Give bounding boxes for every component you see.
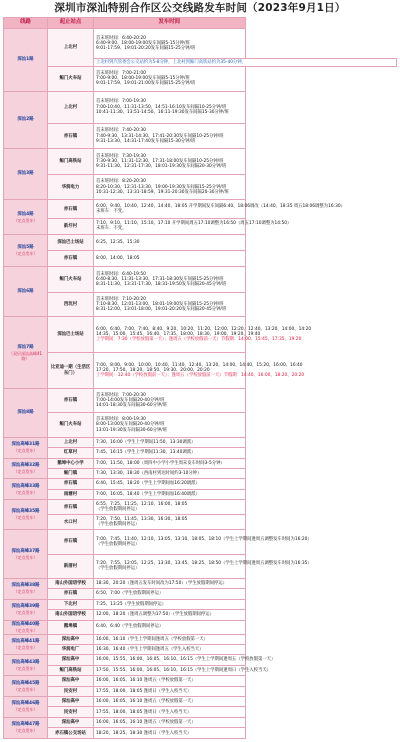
- stop-name: 华润电厂: [48, 644, 94, 654]
- time-line: 7:00、8:00、9:00、10:00、10:40、11:40、12:40、13:20、14:00、14:40、15:20、16:00、16:40: [96, 362, 303, 368]
- schedule-row: [4, 292, 397, 316]
- time-line: 12:00、18:20（逢周五调整为17:50）（学生放假期间停运）: [96, 612, 214, 618]
- route-name: 深汕高峰33路: [11, 483, 40, 489]
- schedule-row: [4, 728, 397, 739]
- schedule-row: [4, 610, 397, 620]
- stop-name: 鲘门火车站: [48, 67, 94, 91]
- route-note: （定点发车）: [13, 217, 38, 223]
- departure-times: [94, 728, 246, 739]
- time-line: 7:20、7:50、11:45、13:30、16:30、18:05: [96, 517, 188, 523]
- route-note: （定点发车）: [13, 251, 38, 257]
- schedule-row: [4, 500, 397, 515]
- route-note: （双层深汕高峰41路）: [8, 350, 43, 361]
- time-line: 16:00、15:55、16:00、16:05、16:10、16:15（学生上学期间逢周五（学校放假第一天）: [96, 657, 276, 663]
- time-line: 14:35、15:00、15:45、16:40、17:35、18:00、18:30、19:00、19:20、19:40: [96, 332, 261, 338]
- route-name: 深汕4路: [17, 211, 34, 217]
- departure-times: [94, 91, 246, 123]
- route-note: （定点发车）: [13, 489, 38, 495]
- schedule-row: [4, 413, 397, 437]
- route-name-cell: [4, 697, 48, 718]
- time-line: 10:41-11:30、13:51-14:50、16:11-19:30发车间隔15-30分钟/班: [96, 109, 229, 115]
- schedule-row: [4, 655, 397, 665]
- route-name-cell: [4, 655, 48, 676]
- stop-name: 鲘门高铁站: [48, 665, 94, 675]
- schedule-row: [4, 218, 397, 234]
- stop-name: 鲘门火车站: [48, 267, 94, 292]
- schedule-row: [4, 317, 397, 353]
- route-note: （定点发车）: [13, 468, 38, 474]
- stop-name: 鲘门镇: [48, 468, 94, 478]
- schedule-row: [4, 686, 397, 696]
- schedule-row: [4, 123, 397, 148]
- schedule-body: [4, 29, 397, 739]
- departure-times: [94, 489, 246, 499]
- time-line: 首末班时间：7:00-20:30: [96, 392, 146, 398]
- time-line: 8:31-12:00、13:01-18:00、19:01-20:20发车间隔20-45分钟/班: [96, 307, 227, 313]
- schedule-row: [4, 530, 397, 554]
- header-stop: 起止站点: [48, 18, 94, 29]
- stop-name: 鲘门火车站: [48, 413, 94, 437]
- route-name: 深汕高峰45路: [11, 680, 40, 686]
- stop-name: 深汕巴士场站: [48, 317, 94, 353]
- time-line: 6:40-9:00、18:00-19:00发车间隔5-15分钟/班: [96, 40, 190, 46]
- departure-times: [94, 413, 246, 437]
- time-line: 16:00、16:05、16:10 逢周五（学校放假第一天）: [96, 678, 196, 684]
- route-note: （定点发车）: [13, 686, 38, 692]
- time-line: 7:00、7:45、11:40、12:10、13:05、13:10、18:05、18:10（学生上学期间逢周五调整发车时间为16:20）: [96, 536, 312, 542]
- time-line: （学生放假期间停运）: [96, 541, 140, 547]
- route-name-cell: [4, 29, 48, 92]
- stop-name: 新圩村: [48, 218, 94, 234]
- stop-name: 水口村: [48, 515, 94, 530]
- schedule-row: [4, 665, 397, 675]
- departure-times: [94, 620, 246, 634]
- schedule-row: [4, 717, 397, 727]
- stop-name: 下北村: [48, 599, 94, 609]
- schedule-row: [4, 620, 397, 634]
- time-line: 16:00、16:05、16:10 逢周五（学校放假第一天）: [96, 699, 196, 705]
- route-name: 深汕高峰46路: [11, 701, 40, 707]
- time-line: 7:30、16:00（学生上学期间11:50、13:30调派）: [96, 439, 196, 445]
- time-line: 6:00、6:40、7:00、7:40、8:40、9:20、10:20、11:20、12:00、12:20、12:40、13:20、14:00、14:20: [96, 326, 312, 332]
- time-line: 7:20、7:55、12:05、12:25、13:30、13:45、18:25、18:50（学生上学期间逢周五调整发车时间为16:35）: [96, 561, 312, 567]
- stop-name: 赤石镇: [48, 123, 94, 148]
- time-line: 7:00-9:00、18:00-19:00发车间隔5-15分钟/班: [96, 76, 190, 82]
- stop-name: 赤石镇: [48, 251, 94, 267]
- route-note: （定点发车）: [13, 627, 38, 633]
- stop-name: 赤石镇: [48, 530, 94, 554]
- departure-times: [94, 292, 246, 316]
- departure-times: [94, 500, 246, 515]
- departure-times: [94, 123, 246, 148]
- stop-name: 红草村: [48, 448, 94, 458]
- route-name: 深汕8路: [17, 409, 34, 415]
- time-line: 6:55、7:25、11:25、12:10、16:00、18:05: [96, 502, 188, 508]
- time-line: 末班车：不变。: [96, 226, 127, 232]
- stop-name: 西坑村: [48, 292, 94, 316]
- departure-times: [94, 655, 276, 665]
- schedule-row: [4, 515, 397, 530]
- page-title: 深圳市深汕特别合作区公交线路发车时间（2023年9月1日）: [54, 2, 346, 14]
- schedule-row: [4, 29, 397, 59]
- departure-times: [94, 515, 246, 530]
- stop-name: 民安村: [48, 686, 94, 696]
- schedule-row: [4, 599, 397, 609]
- route-name-cell: [4, 267, 48, 317]
- stop-name: 深汕巴士场站: [48, 235, 94, 251]
- schedule-row: [4, 174, 397, 199]
- route-name-cell: [4, 91, 48, 149]
- stop-name: 上北村: [48, 29, 94, 67]
- stop-name: 深汕高中: [48, 634, 94, 644]
- time-line: 6:25、12:35、15:30: [96, 240, 140, 246]
- departure-times: [94, 589, 246, 599]
- route-name: 深汕3路: [17, 171, 34, 177]
- time-line: 首末班时间：7:00-19:30: [96, 99, 146, 105]
- route-name-cell: [4, 479, 48, 500]
- time-line: 8:00-13:00发车间隔20-40分钟/班: [96, 422, 165, 428]
- schedule-row: [4, 437, 397, 447]
- departure-times: [94, 235, 246, 251]
- departure-times: [94, 59, 397, 67]
- time-line: 17:20、17:50、18:20、18:50、19:30、20:00、20:20: [96, 368, 210, 373]
- departure-times: [94, 218, 292, 234]
- route-name-cell: [4, 458, 48, 479]
- schedule-row: [4, 448, 397, 458]
- time-line: 9:31-11:30、12:31-17:30、18:01-19:30发车间隔20-30分钟/班: [96, 164, 227, 170]
- stop-name: 华润电力: [48, 174, 94, 199]
- time-line: 首末班时间：8:00-19:30: [96, 417, 146, 423]
- header-times: 发车时间: [94, 18, 246, 29]
- departure-times: [94, 610, 246, 620]
- time-line: 上学期间：12:40（学校放假前一天）；逢周五（学校放假前一天）节假期：14:40、16:00、18:20、20:20: [96, 373, 305, 379]
- departure-times: [94, 251, 246, 267]
- time-line: 6:50、7:00（学生放假期间停运）: [96, 591, 164, 597]
- departure-times: [94, 634, 246, 644]
- schedule-row: [4, 554, 397, 578]
- schedule-row: [4, 479, 397, 489]
- stop-name: 南山外国语学校: [48, 610, 94, 620]
- route-name-cell: [4, 317, 48, 389]
- time-line: 7:25、13:25（学生放假期间停运）: [96, 601, 167, 607]
- schedule-row: [4, 489, 397, 499]
- route-note: （定点发车）: [13, 554, 38, 560]
- time-line: 17:55、18:00、18:05 逢周日（学生入校当天）: [96, 688, 192, 694]
- departure-times: [94, 437, 246, 447]
- route-note: （定点发车）: [13, 610, 38, 616]
- schedule-row: [4, 353, 397, 389]
- time-line: 首末班时间：6:40-19:50: [96, 271, 146, 277]
- time-line: 7:00、16:05、18:40（学生上学期间加16:40调派）: [96, 491, 200, 497]
- departure-times: [94, 707, 246, 717]
- route-name: 深汕高峰37路: [11, 548, 40, 554]
- time-line: 上北村到汽管委会公交站约为5-8分钟，上北村到鲘门高铁站约为35-40分钟。: [96, 60, 247, 66]
- route-name-cell: [4, 676, 48, 697]
- time-line: 17:55、18:00、18:05 逢周日（学生入校当天）: [96, 709, 192, 715]
- departure-times: [94, 665, 272, 675]
- time-line: 9:01-17:59、19:01-20:20发车间隔15-25分钟/班: [96, 46, 196, 52]
- schedule-row: [4, 644, 397, 654]
- time-line: 18:30、20:20（逢周五发车时间改为17:50）（学生放假期间停运）: [96, 581, 227, 587]
- time-line: 16:00、16:05、16:10 逢周五（学校放假第一天）: [96, 719, 196, 725]
- time-line: 10:31-12:30、13:31-18:59、19:31-20:30发车间隔20-30分钟/班: [96, 189, 229, 195]
- stop-name: 南山外国语学校: [48, 578, 94, 588]
- departure-times: [94, 578, 246, 588]
- time-line: 9:01-17:59、19:01-21:00发车间隔15-25分钟/班: [96, 81, 196, 87]
- schedule-row: [4, 458, 397, 468]
- stop-name: 赤石镇: [48, 479, 94, 489]
- schedule-row: [4, 200, 397, 219]
- route-name: 深汕高峰31路: [11, 442, 40, 448]
- route-name: 深汕1路: [17, 56, 34, 62]
- route-name: 深汕5路: [17, 245, 34, 251]
- route-name-cell: [4, 389, 48, 438]
- time-line: 6:40、6:40（学生放假期间停运）: [96, 624, 164, 630]
- schedule-row: [4, 697, 397, 707]
- time-line: 7:00-10:40、11:31-13:50、14:51-16:10发车间隔10-25分钟/班: [96, 104, 227, 110]
- route-name-cell: [4, 634, 48, 655]
- stop-name: 雨塘村: [48, 489, 94, 499]
- route-name: 深汕高峰32路: [11, 462, 40, 468]
- departure-times: [94, 479, 246, 489]
- route-note: （定点发车）: [13, 589, 38, 595]
- stop-name: 深汕高中: [48, 676, 94, 686]
- time-line: 8:31-11:30、13:31-17:30、18:31-19:50发车间隔20-45分钟/班: [96, 282, 227, 288]
- schedule-row: [4, 389, 397, 413]
- route-name: 深汕高峰41路: [11, 638, 40, 644]
- schedule-row: [4, 235, 397, 251]
- route-name-cell: [4, 500, 48, 530]
- time-line: 首末班时间：8:20-20:30: [96, 179, 146, 185]
- departure-times: [94, 353, 305, 389]
- route-name-cell: [4, 437, 48, 458]
- stop-name: 比亚迪一期（生活区东门）: [48, 353, 94, 389]
- time-line: 首末班时间：7:00-21:00: [96, 71, 146, 77]
- departure-times: [94, 686, 246, 696]
- time-line: 18:20、18:25、18:30 逢周日（学生入校当天）: [96, 730, 192, 736]
- time-line: 7:10-8:30、12:01-13:00、18:01-19:00发车间隔15-25分钟/班: [96, 302, 224, 307]
- time-line: （学生放假期间停运）: [96, 522, 140, 528]
- route-name: 深汕7路: [17, 344, 34, 350]
- time-line: 7:45、16:15（学生上学期间11:30、13:40调派）: [96, 450, 196, 456]
- time-line: 6:00、9:40、10:40、12:40、14:40、18:05 开学期间发车间隔6:40、18:06调改（14:40、18:35 周五18:06调整为16:30）: [96, 203, 345, 209]
- route-name-cell: [4, 717, 48, 738]
- route-name: 深汕高峰40路: [11, 621, 40, 627]
- route-name: 深汕6路: [17, 288, 34, 294]
- time-line: 8:20-10:30、12:31-13:30、19:00-19:30发车间隔15-25分钟/班: [96, 184, 227, 190]
- schedule-row: [4, 578, 397, 588]
- bus-schedule-table: [3, 17, 397, 739]
- departure-times: [94, 29, 246, 59]
- departure-times: [94, 599, 246, 609]
- time-line: 7:30-9:30、11:31-12:30、17:31-18:00发车间隔10-25分钟/班: [96, 159, 224, 165]
- route-name: 深汕高峰35路: [11, 509, 40, 515]
- stop-name: 深汕高中: [48, 717, 94, 727]
- stop-name: 鹅埠镇: [48, 620, 94, 634]
- route-name: 深汕高峰39路: [11, 604, 40, 610]
- route-name-cell: [4, 530, 48, 579]
- schedule-row: [4, 589, 397, 599]
- stop-name: 赤石镇: [48, 500, 94, 515]
- schedule-row: [4, 267, 397, 292]
- time-line: 14:01-18:30发车间隔30-60分钟/班: [96, 403, 168, 409]
- time-line: 首末班时间：6:40-20:20: [96, 35, 146, 41]
- time-line: 7:30、13:30、18:30（西南村到达时间约3-10分钟）: [96, 471, 202, 477]
- departure-times: [94, 468, 246, 478]
- time-line: 7:00-14:00发车间隔20-40分钟/班: [96, 398, 165, 404]
- route-name-cell: [4, 578, 48, 599]
- departure-times: [94, 676, 246, 686]
- time-line: 17:50、15:55、16:00、16:05、16:10、16:15（学生上学期间逢周日（学生入校当天）: [96, 667, 272, 673]
- route-note: （定点发车）: [13, 448, 38, 454]
- stop-name: 深汕高中: [48, 655, 94, 665]
- route-name: 深汕高峰38路: [11, 583, 40, 589]
- schedule-row: [4, 91, 397, 123]
- header-route: 线路: [4, 18, 48, 29]
- departure-times: [94, 267, 246, 292]
- stop-name: 赤石镇: [48, 589, 94, 599]
- stop-name: 鹅埠中心小学: [48, 458, 94, 468]
- departure-times: [94, 458, 246, 468]
- stop-name: 深汕高中: [48, 697, 94, 707]
- stop-name: 赤石镇: [48, 389, 94, 413]
- schedule-row: [4, 67, 397, 91]
- departure-times: [94, 644, 246, 654]
- route-note: （定点发车）: [13, 515, 38, 521]
- route-name-cell: [4, 235, 48, 267]
- schedule-row: [4, 634, 397, 644]
- stop-name: 新厝村: [48, 554, 94, 578]
- route-name: 深汕2路: [17, 116, 34, 122]
- route-note: （定点发车）: [13, 707, 38, 713]
- time-line: 首末班时间：7:30-19:30: [96, 153, 146, 159]
- stop-name: 赤石镇公交场站: [48, 728, 94, 739]
- schedule-row: [4, 707, 397, 717]
- time-line: 6:40-8:30、11:31-13:30、17:31-18:30发车间隔15-25分钟/班: [96, 277, 224, 283]
- departure-times: [94, 448, 246, 458]
- departure-times: [94, 530, 312, 554]
- departure-times: [94, 697, 246, 707]
- time-line: 末班车：不变。: [96, 209, 127, 215]
- time-line: 8:00、14:00、18:05: [96, 256, 140, 262]
- time-line: 首末班时间：7:40-20:30: [96, 128, 146, 134]
- departure-times: [94, 174, 246, 199]
- departure-times: [94, 554, 312, 578]
- schedule-row: [4, 676, 397, 686]
- route-note: （定点发车）: [13, 728, 38, 734]
- stop-name: 上北村: [48, 437, 94, 447]
- stop-name: 赤石镇: [48, 200, 94, 219]
- route-name-cell: [4, 200, 48, 235]
- time-line: 上学期间：7:30（学校放假第一天）；逢周五（学校放假前一天）节假期：14:00、15:45、17:35、19:20: [96, 337, 302, 343]
- time-line: （学生放假期间停运）: [96, 566, 140, 572]
- time-line: 7:10、9:10、11:10、15:10、17:10 开学期间周五17:10调整为16:50（周五17:10调整为14:50）: [96, 221, 292, 227]
- departure-times: [94, 67, 246, 91]
- stop-name: 上北村: [48, 91, 94, 123]
- stop-name: 鲘门高铁站: [48, 149, 94, 174]
- departure-times: [94, 200, 345, 219]
- time-line: 6:40、15:45、18:20（学生上学期间加16:20调派）: [96, 481, 200, 487]
- header-row: [4, 18, 397, 29]
- time-line: 首末班时间：7:10-20:20: [96, 296, 146, 302]
- schedule-row: [4, 251, 397, 267]
- route-name-cell: [4, 149, 48, 200]
- schedule-row: [4, 149, 397, 174]
- time-line: 16:00、16:10（学生上学期间逢周五（学校放假第一天）: [96, 636, 208, 642]
- departure-times: [94, 149, 246, 174]
- time-line: 9:31-13:30、14:31-17:40发车间隔15-30分钟/班: [96, 138, 196, 144]
- time-line: 16:30、16:40（学生上学期间逢周五（学生入校当天）: [96, 647, 204, 653]
- departure-times: [94, 317, 312, 353]
- schedule-row: [4, 468, 397, 478]
- stop-name: 民安村: [48, 707, 94, 717]
- route-note: （定点发车）: [13, 644, 38, 650]
- time-line: 7:40-9:30、13:31-14:30、17:41-20:30发车间隔10-25分钟/班: [96, 133, 224, 139]
- departure-times: [94, 389, 246, 413]
- time-line: 7:00、11:50、18:00（周四中小学小学生周末发车时间3-5分钟）: [96, 460, 225, 466]
- time-line: （学生放假期间停运）: [96, 507, 140, 513]
- route-name-cell: [4, 599, 48, 620]
- route-name: 深汕高峰43路: [11, 659, 40, 665]
- route-name-cell: [4, 620, 48, 634]
- route-note: （定点发车）: [13, 665, 38, 671]
- time-line: 13:01-19:30发车间隔30-60分钟/班: [96, 427, 168, 433]
- departure-times: [94, 717, 246, 727]
- route-name: 深汕高峰47路: [11, 722, 40, 728]
